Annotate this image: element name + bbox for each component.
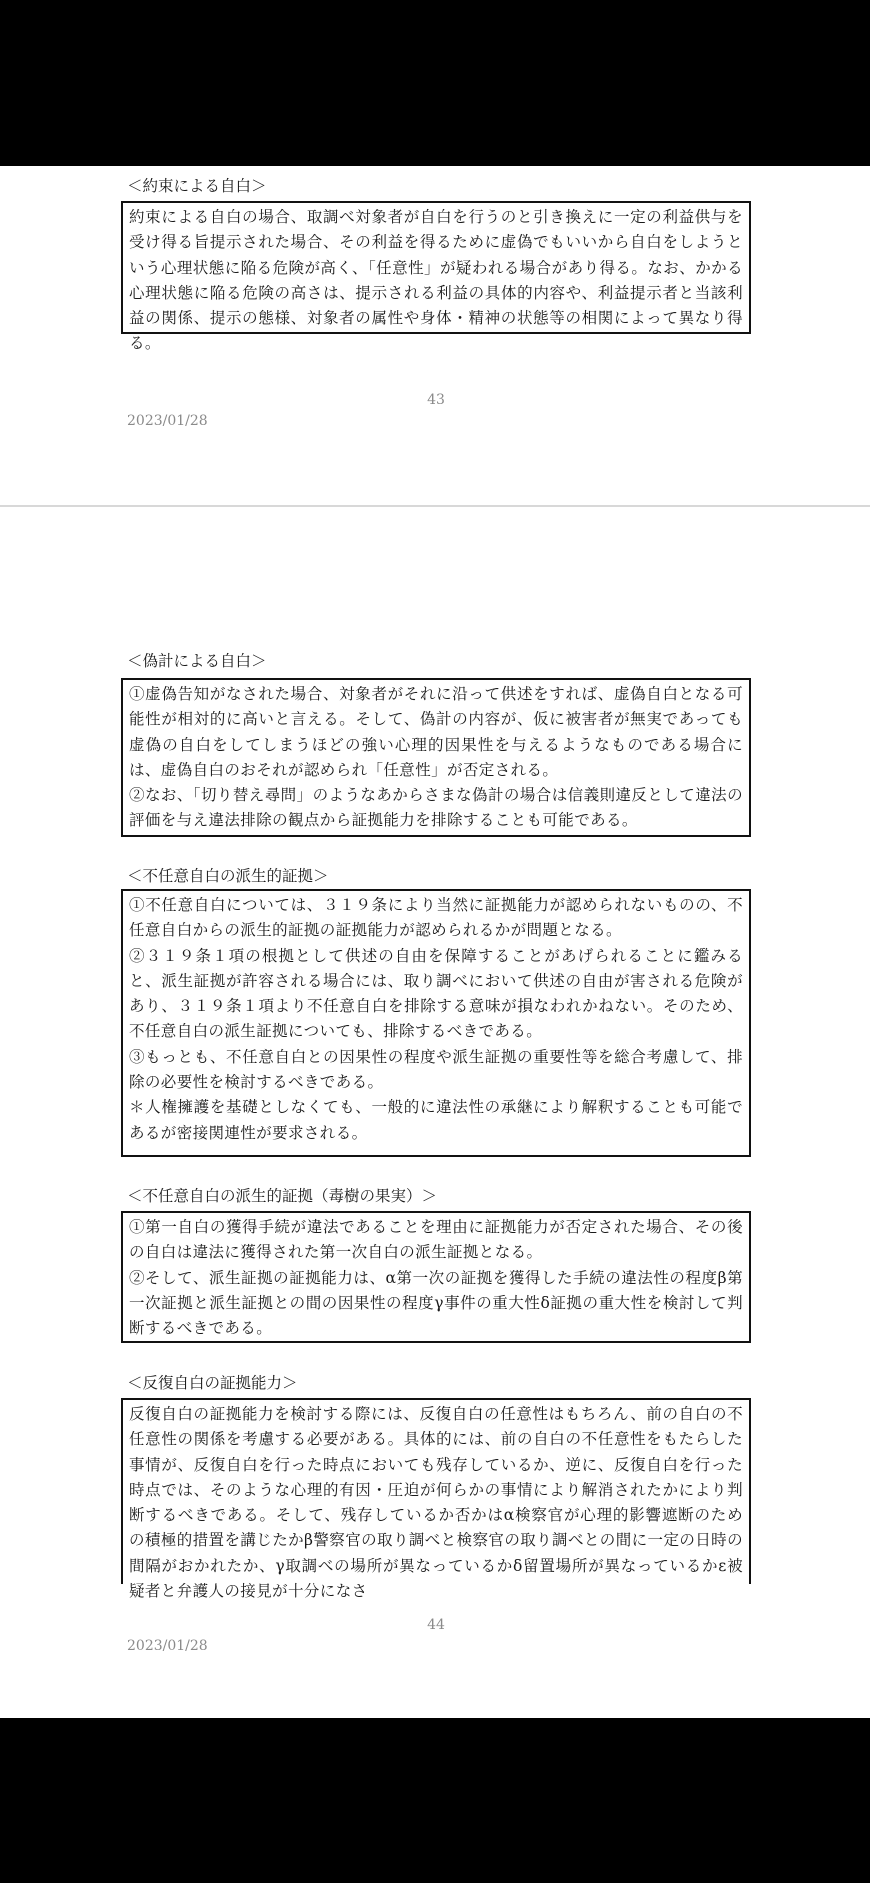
paragraph: ②３１９条１項の根拠として供述の自由を保障することがあげられることに鑑みると、派生証拠が許容される場合には、取り調べにおいて供述の自由が害される危険があり、３１９条１項より不任意自白を排除する意味が損なわれかねない。そのため、不任意自白の派生証拠についても、排除するべきである。 <box>129 946 743 1041</box>
paragraph: ①不任意自白については、３１９条により当然に証拠能力が認められないものの、不任意自白からの派生的証拠の証拠能力が認められるかが問題となる。 <box>129 896 743 940</box>
text-box-deception <box>121 678 751 837</box>
paragraph: ③もっとも、不任意自白との因果性の程度や派生証拠の重要性等を総合考慮して、排除の必要性を検討するべきである。 <box>129 1047 743 1092</box>
section-heading-repeated: ＜反復自白の証拠能力＞ <box>127 1374 298 1392</box>
page-number: 43 <box>427 392 445 408</box>
page-date: 2023/01/28 <box>127 413 208 429</box>
paragraph: ①第一自白の獲得手続が違法であることを理由に証拠能力が否定された場合、その後の自白は違法に獲得された第一次自白の派生証拠となる。 <box>129 1218 743 1262</box>
page-date: 2023/01/28 <box>127 1638 208 1654</box>
text-box-poison-tree <box>121 1211 751 1343</box>
paragraph: 約束による自白の場合、取調べ対象者が自白を行うのと引き換えに一定の利益供与を受け得る旨提示された場合、その利益を得るために虚偽でもいいから自白をしようという心理状態に陥る危険が高く、「任意性」が疑われる場合があり得る。なお、かかる心理状態に陥る危険の高さは、提示される利益の具体的内容や、利益提示者と当該利益の関係、提示の態様、対象者の属性や身体・精神の状態等の相関によって異なり得る。 <box>129 208 743 353</box>
text-box-repeated <box>121 1398 751 1601</box>
section-heading-poison-tree: ＜不任意自白の派生的証拠（毒樹の果実）＞ <box>127 1187 438 1205</box>
section-heading-deception: ＜偽計による自白＞ <box>127 652 267 670</box>
page-separator <box>0 505 870 507</box>
paragraph: ＊人権擁護を基礎としなくても、一般的に違法性の承継により解釈することも可能であるが密接関連性が要求される。 <box>129 1098 743 1142</box>
section-heading-promise: ＜約束による自白＞ <box>127 177 267 195</box>
page-number: 44 <box>427 1617 445 1633</box>
paragraph: ①虚偽告知がなされた場合、対象者がそれに沿って供述をすれば、虚偽自白となる可能性が相対的に高いと言える。そして、偽計の内容が、仮に被害者が無実であっても虚偽の自白をしてしまうほどの強い心理的因果性を与えるようなものである場合には、虚偽自白のおそれが認められ「任意性」が否定される。 <box>129 685 743 779</box>
top-black-bar <box>0 0 870 166</box>
section-heading-derivative: ＜不任意自白の派生的証拠＞ <box>127 867 329 885</box>
paragraph: ②なお、「切り替え尋問」のようなあからさまな偽計の場合は信義則違反として違法の評価を与え違法排除の観点から証拠能力を排除することも可能である。 <box>129 786 743 830</box>
text-box-promise <box>121 201 751 353</box>
text-box-derivative <box>121 889 751 1157</box>
bottom-black-bar <box>0 1718 870 1883</box>
paragraph: 反復自白の証拠能力を検討する際には、反復自白の任意性はもちろん、前の自白の不任意性の関係を考慮する必要がある。具体的には、前の自白の不任意性をもたらした事情が、反復自白を行った時点においても残存しているか、逆に、反復自白を行った時点では、そのような心理的有因・圧迫が何らかの事情により解消されたかにより判断するべきである。そして、残存しているか否かはα検察官が心理的影響遮断のための積極的措置を講じたかβ警察官の取り調べと検察官の取り調べとの間に一定の日時の間隔がおかれたか、γ取調べの場所が異なっているかδ留置場所が異なっているかε被疑者と弁護人の接見が十分になさ <box>129 1405 743 1601</box>
paragraph: ②そして、派生証拠の証拠能力は、α第一次の証拠を獲得した手続の違法性の程度β第一次証拠と派生証拠との間の因果性の程度γ事件の重大性δ証拠の重大性を検討して判断するべきである。 <box>129 1268 743 1338</box>
